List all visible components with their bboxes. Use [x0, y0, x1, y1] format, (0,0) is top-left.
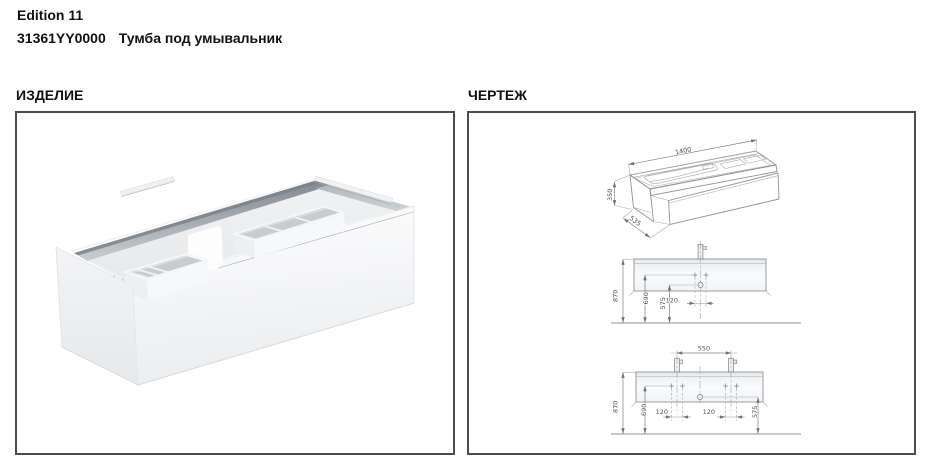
dim-width-label: 1400 [674, 145, 693, 157]
basin-outline [644, 164, 717, 184]
drain-hole [697, 394, 702, 399]
iso-drawing [606, 139, 779, 239]
product-name: Тумба под умывальник [118, 30, 283, 46]
technical-drawing-panel [467, 111, 916, 455]
dim-drain-height-label: 575 [751, 405, 759, 418]
front-view-single [611, 241, 801, 323]
section-title-product: ИЗДЕЛИЕ [16, 87, 84, 103]
technical-drawings [469, 113, 914, 453]
fixing-dot [113, 276, 115, 278]
dim-hole-offset-left-label: 120 [655, 408, 668, 417]
product-render [17, 113, 453, 453]
product-title-line [17, 30, 282, 46]
wall-rail-left [120, 177, 175, 196]
dim-fixing-height-label: 690 [641, 292, 650, 305]
dim-fixing-height-label: 690 [639, 403, 648, 416]
dim-hole-offset-right-label: 120 [702, 408, 715, 417]
article-code: 31361YY0000 [17, 30, 106, 46]
dim-drain-height-label: 575 [659, 297, 667, 310]
front-view-double [611, 344, 801, 434]
fixing-dot [122, 279, 124, 281]
dim-hole-offset-label: 120 [665, 296, 678, 305]
dim-height-label: 350 [606, 188, 614, 201]
section-title-drawing: ЧЕРТЕЖ [468, 87, 527, 103]
product-series: Edition 11 [17, 7, 84, 23]
dim-basin-spacing-label: 550 [697, 344, 711, 353]
drain-hole [698, 282, 703, 287]
dim-wall-height-label: 870 [611, 289, 620, 302]
dim-wall-height-label: 870 [611, 400, 620, 413]
dim-depth-label: 535 [627, 214, 643, 228]
product-image-panel [15, 111, 455, 455]
